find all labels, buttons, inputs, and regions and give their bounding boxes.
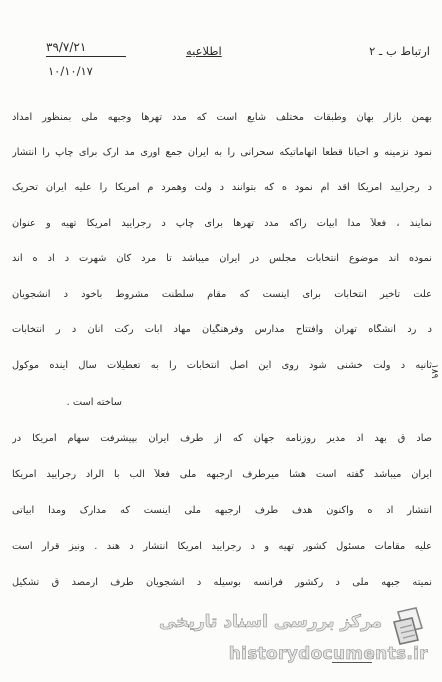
body-line: ایران میباشد گفته است هشا میرطرف ارجبهه ملی فعلاً الب با الراد رجرایید آمریکا — [12, 469, 432, 480]
body-line-end: ساخته است . — [66, 397, 122, 408]
body-line: نموده اند موضوع انتخابات مجلس در ایران میباشد تا مرد کان شهرت د اد ه اند — [12, 253, 432, 264]
body-line: ثانیه د ولت خشنی شود روی این اصل انتخابات را به تعطیلات سال آینده موکول — [12, 360, 432, 371]
classification-label: اطلاعیه — [186, 44, 222, 58]
document-date: ۳۹/۷/۲۱ — [46, 40, 87, 54]
watermark-url: historydocuments.ir — [228, 644, 428, 664]
reference-number: ارتباط ب ـ ۲ — [369, 44, 430, 58]
document-archive-icon — [390, 606, 428, 650]
body-line: انتشار اد ه واکنون هدف طرف ارجبهه ملی اینست که مدارک ومدا ابیاتی — [12, 505, 432, 516]
body-line: نمیته جبهه ملی د رکشور فرانسه بوسیله د انشجویان طرف ارمصد ق تشکیل — [12, 577, 432, 588]
watermark-title: مرکز بررسی اسناد تاریخی — [159, 612, 382, 632]
archive-side-number: ۱۸۹ — [429, 364, 439, 379]
date-underline — [46, 56, 126, 57]
body-line: د رد انشگاه تهران وافتتاح مدارس وفرهنگیان مهاد ابات رکت آنان د ر انتخابات — [12, 324, 432, 335]
body-line: بهمن بازار بهان وطبقات مختلف شایع است که مدد تهرها وجبهه ملی بمنظور امداد — [12, 112, 432, 123]
watermark-underline — [332, 662, 372, 663]
body-line: د رجرایید آمریکا اقد ام نمود ه که بتوانند د ولت وهمرد م آمریکا را علیه ایران تحریک — [12, 182, 432, 193]
secondary-date: ۱۰/۱۰/۱۷ — [48, 64, 93, 78]
body-line: نمایند ، فعلاً مدا ابیات راکه مدد تهرها برای چاپ د رجرایید آمریکا تهیه و عنوان — [12, 218, 432, 229]
watermark — [136, 602, 436, 676]
body-line: علت تأخیر انتخابات برای اینست که مقام سلطنت مشروط باخود د انشجویان — [12, 289, 432, 300]
body-line: نمود نزمینه و احیاناً قطعاً اتهاماتیکه سحرانی را به ایران جمع آوری مد ارک برای چاپ را انتشار — [12, 147, 432, 158]
body-line: صاد ق بهد اد مدیر روزنامه جهان که از طرف ایران بپیشرفت سهام آمریکا در — [12, 433, 432, 444]
body-line: علیه مقامات مسئول کشور تهیه و د رجرایید آمریکا انتشار د هند . ونیز قرار است — [12, 541, 432, 552]
